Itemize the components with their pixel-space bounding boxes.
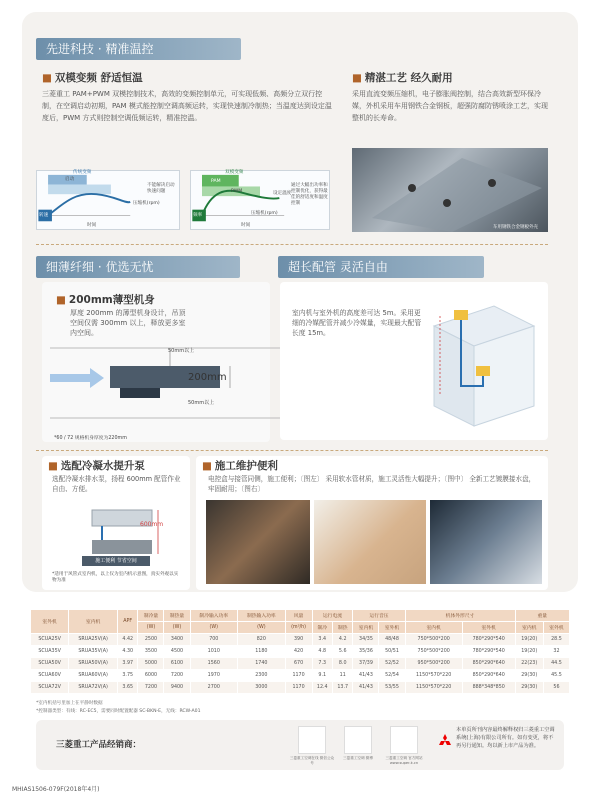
photo-caption: 车用钢铁合金钢板外壳 [493,225,538,230]
table-cell: 850*290*640 [462,658,515,670]
qr-caption: 三菱重工空调 微博 [343,756,373,760]
table-cell: SRUA72V(A) [69,682,118,694]
table-cell: 670 [285,658,312,670]
table-cell: 6100 [164,658,190,670]
th-sub: (W) [190,622,238,634]
feature-title-text: 选配冷凝水提升泵 [60,460,145,472]
table-cell: 9.1 [312,670,332,682]
table-cell: 44.5 [543,658,569,670]
feature-body-maint: 电控盒与接管同侧，施工便利；〔图左〕 采用软水管材质，施工灵活性大幅提升；〔图中〕 全新工艺镀膜接水盘，牢固耐用；〔图右〕 [208,475,536,493]
diagram-conventional [36,170,180,230]
table-cell: 5000 [138,658,164,670]
pump-dim-label: 600mm [140,521,164,528]
table-cell: 3.4 [312,634,332,646]
feature-title-pump [48,458,145,473]
feature-title-maint [202,458,278,473]
feature-body-craft: 采用直流变频压缩机，电子膨胀阀控制，结合高效新型环保冷媒，外机采用车用钢铁合金钢板，超强防腐防锈喷涂工艺，实现整机的长寿命。 [352,90,548,122]
table-cell: 29(30) [515,682,543,694]
table-cell: SCUA72V [31,682,69,694]
table-cell: 7200 [138,682,164,694]
table-cell: 19(20) [515,646,543,658]
table-cell: 3.75 [117,670,137,682]
feature-title-text: 精湛工艺 经久耐用 [364,72,453,84]
divider [36,450,548,451]
document-code: MHIAS1506-079F(2018年4月) [12,786,100,793]
table-cell: 29(30) [515,670,543,682]
th-sub: 制冷 [312,622,332,634]
table-row [31,634,570,646]
diagram-note: 通过大幅出功率和控制优化，获得最佳的舒适度和温度控制 [291,183,328,206]
table-cell: 52/52 [379,658,405,670]
qr-code-icon[interactable] [298,726,326,754]
qr-code-icon[interactable] [344,726,372,754]
qr-caption: 三菱重工空调在线 微信公众号 [289,756,335,765]
diagram-label: 时间 [241,223,251,228]
table-row [31,682,570,694]
table-cell: 19(20) [515,634,543,646]
feature-title-text: 施工维护便利 [214,460,278,472]
table-cell: 750*500*200 [405,634,462,646]
th-sub: 室外机 [462,622,515,634]
th-sub: (W) [138,622,164,634]
feature-body-inverter: 三菱重工 PAM+PWM 双模控制技术，高效的变频控制单元，可实现低频、高频分立双行控制，在空调启动初期，PAM 模式能控制空调高频运转，实现快速制冷制热；当温度达到设定温度后，PWM 方式则控制空调低频运转，精准控温。 [42,90,332,122]
table-cell: 22(23) [515,658,543,670]
table-cell: 1150*570*220 [405,670,462,682]
table-cell: 6000 [138,670,164,682]
note-line: *室内机括号里加上在平静时数据 [36,701,103,706]
table-cell: 13.7 [332,682,352,694]
diagram-dual-mode [190,170,330,230]
table-cell: 53/55 [379,682,405,694]
slim-unit-illustration [50,340,280,430]
table-cell: 8.0 [332,658,352,670]
table-cell: 390 [285,634,312,646]
table-row [31,670,570,682]
table-cell: 780*290*540 [462,634,515,646]
note-line: *控制器类型：有线：RC-EC5，需要同时配置配器 SC-BKN-E，无线：RCW-A01 [36,709,201,714]
th-sub: 室内机 [405,622,462,634]
qr-caption: 三菱重工空调 官方网站 www.super-k.cn [385,756,423,765]
diagram-label: 转速 [39,213,49,218]
section-banner-tech: 先进科技 · 精准温控 [36,38,241,60]
diagram-label: 压缩机(rpm) [133,201,160,206]
th-sub: 室外机 [379,622,405,634]
th-current: 运行电流 [312,610,353,622]
th-dimensions: 机体外形尺寸 [405,610,515,622]
table-cell: 35/36 [353,646,379,658]
bullet-icon: ■ [48,460,58,472]
table-cell: 3.97 [117,658,137,670]
photo-control-box [206,500,310,584]
diagram-badge: 传统变频 [73,170,92,175]
table-cell: 1170 [285,670,312,682]
table-cell: 37/39 [353,658,379,670]
table-cell: 2500 [138,634,164,646]
table-header-row [31,610,570,622]
th-noise: 运行音压 [353,610,405,622]
th-weight: 重量 [515,610,569,622]
table-cell: 3000 [238,682,286,694]
mitsubishi-logo-icon [438,734,452,748]
dealer-box [36,720,564,770]
table-cell: SRUA50V(A) [69,658,118,670]
table-cell: 11 [332,670,352,682]
table-cell: 780*290*540 [462,646,515,658]
feature-body-slim: 厚度 200mm 的薄型机身设计，吊顶空间仅需 300mm 以上，释放更多室内空间。 [70,309,186,337]
table-cell: 4.42 [117,634,137,646]
feature-title-inverter [42,70,143,85]
th-airflow: 风量 [285,610,312,622]
diagram-badge: 双模变频 [225,170,244,175]
th-sub: (W) [238,622,286,634]
feature-title-text: 双模变频 舒适恒温 [54,72,143,84]
table-cell: 1150*570*220 [405,682,462,694]
table-cell: SCUA50V [31,658,69,670]
th-apf: APF [117,610,137,634]
feature-body-pump: 选配冷凝水排水泵，扬程 600mm 配管作业自由、方便。 [52,475,181,493]
table-cell: 1180 [238,646,286,658]
section-banner-pipe: 超长配管 灵活自由 [278,256,484,278]
table-cell: 2700 [190,682,238,694]
table-cell: SCUA35V [31,646,69,658]
th-indoor: 室内机 [69,610,118,634]
table-cell: 41/43 [353,682,379,694]
th-heating: 制热量 [164,610,190,622]
bullet-icon: ■ [42,72,52,84]
table-cell: 7.3 [312,658,332,670]
th-sub: (m³/h) [285,622,312,634]
table-cell: 48/48 [379,634,405,646]
th-sub: 制热 [332,622,352,634]
curve-conventional [37,171,179,229]
th-outdoor: 室外机 [31,610,69,634]
table-cell: SRUA60V(A) [69,670,118,682]
table-cell: 2300 [238,670,286,682]
table-cell: 3.65 [117,682,137,694]
table-cell: 700 [190,634,238,646]
diagram-label: 时间 [87,223,97,228]
pipe-building-diagram [424,296,540,434]
table-cell: SCUA25V [31,634,69,646]
table-cell: 5.6 [332,646,352,658]
pump-tag: 施工便利 节省空间 [82,556,150,566]
th-cool-power: 制冷输入功率 [190,610,238,622]
table-cell: 4.2 [332,634,352,646]
dim-label-bottom: 50mm以上 [188,400,215,406]
table-cell: 1740 [238,658,286,670]
table-cell: 52/54 [379,670,405,682]
table-cell: 820 [238,634,286,646]
table-cell: 9400 [164,682,190,694]
feature-title-slim [56,292,155,307]
table-cell: 41/43 [353,670,379,682]
diagram-label: PWM [231,189,243,194]
dealer-disclaimer: 本单页所刊内容最终解释权归三菱重工空调系统(上海)有限公司所有。如有变更，将不再另行通知。均以新上市产品为准。 [456,727,555,749]
feature-title-text: 200mm薄型机身 [68,294,155,306]
table-row [31,658,570,670]
table-cell: SCUA60V [31,670,69,682]
table-row [31,646,570,658]
table-cell: 1010 [190,646,238,658]
diagram-label: 启动 [65,177,75,182]
footnote-pump: *适用于风管式室内机，以上仅为室内机示意图，真实外观以实物为准 [52,572,179,583]
table-cell: SRUA35V(A) [69,646,118,658]
outdoor-unit-photo [352,148,548,232]
th-heat-power: 制热输入功率 [238,610,286,622]
table-cell: 32 [543,646,569,658]
th-cooling: 制冷量 [138,610,164,622]
table-cell: 850*290*640 [462,670,515,682]
qr-code-icon[interactable] [390,726,418,754]
th-sub: 室外机 [543,622,569,634]
th-sub: 室内机 [515,622,543,634]
feature-body-pipe: 室内机与室外机的高度差可达 5m。采用更细的冷媒配管并减少冷媒量，实现最大配管长度 15m。 [292,309,422,337]
table-cell: 3400 [164,634,190,646]
table-cell: 12.4 [312,682,332,694]
photo-drain-pan [430,500,542,584]
table-cell: 34/35 [353,634,379,646]
table-cell: 1560 [190,658,238,670]
table-cell: 1970 [190,670,238,682]
dim-label-main: 200mm [188,372,227,383]
spec-table-body [31,634,570,694]
divider [36,244,548,245]
table-cell: 28.5 [543,634,569,646]
th-sub: (W) [164,622,190,634]
table-cell: 7200 [164,670,190,682]
feature-title-craft [352,70,453,85]
table-cell: 750*500*200 [405,646,462,658]
dim-label-top: 50mm以上 [168,348,195,354]
table-cell: 950*500*200 [405,658,462,670]
footnote-slim: *60 / 72 规格机身厚度为220mm [54,436,127,441]
table-cell: 420 [285,646,312,658]
bullet-icon: ■ [352,72,362,84]
bullet-icon: ■ [56,294,66,306]
diagram-label: 频率 [193,213,203,218]
diagram-label: 设定温度 [273,191,292,196]
table-cell: SRUA25V(A) [69,634,118,646]
table-notes [36,700,201,716]
table-cell: 3500 [138,646,164,658]
table-cell: 56 [543,682,569,694]
table-cell: 1170 [285,682,312,694]
table-cell: 4.30 [117,646,137,658]
section-banner-slim: 细薄纤细 · 优选无忧 [36,256,240,278]
table-cell: 4500 [164,646,190,658]
photo-soft-drain-pipe [314,500,426,584]
diagram-note: 不能解决启动快速问题 [147,183,175,194]
diagram-label: PAM [211,179,221,184]
table-cell: 50/51 [379,646,405,658]
diagram-label: 压缩机(rpm) [251,211,278,216]
bullet-icon: ■ [202,460,212,472]
table-cell: 45.5 [543,670,569,682]
dealer-label: 三菱重工产品经销商： [56,740,142,750]
table-cell: 888*348*850 [462,682,515,694]
th-sub: 室内机 [353,622,379,634]
table-cell: 4.8 [312,646,332,658]
spec-table [30,609,570,694]
